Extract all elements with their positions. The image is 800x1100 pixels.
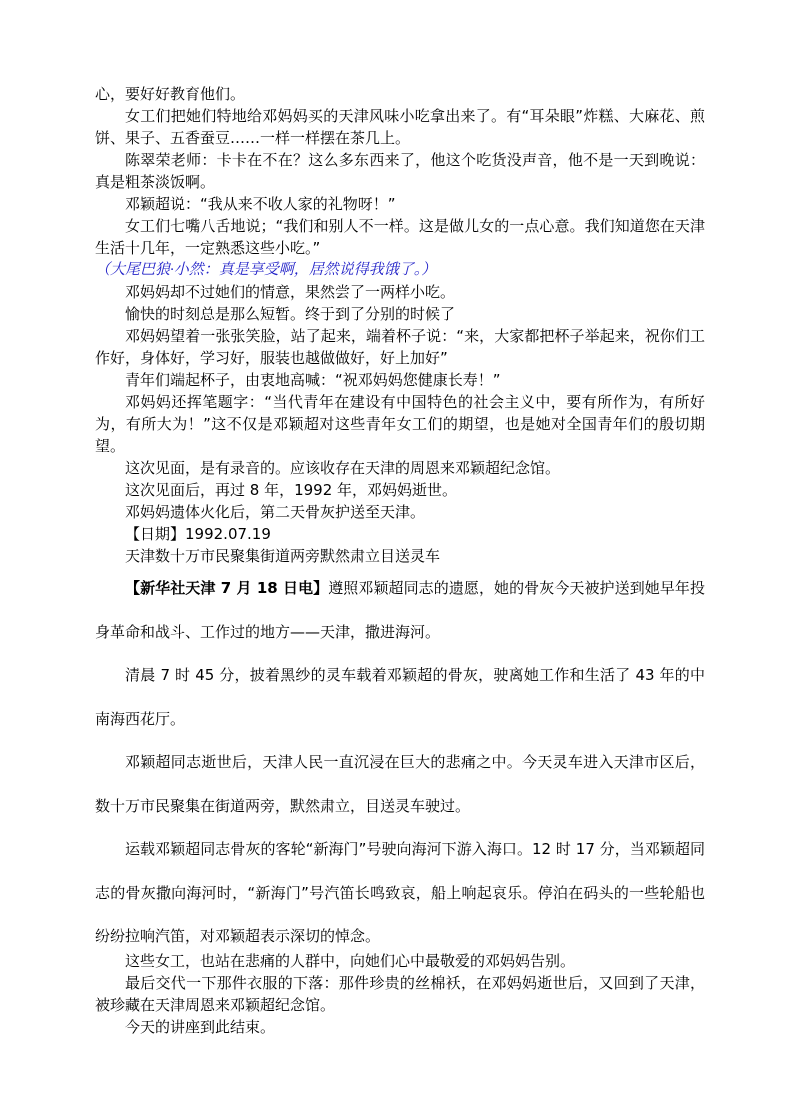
news-paragraph-3: 运载邓颖超同志骨灰的客轮“新海门”号驶向海河下游入海口。12 时 17 分，当邓颖超同志的骨灰撒向海河时，“新海门”号汽笛长鸣致哀，船上响起哀乐。停泊在码头的一些轮船也纷纷拉响汽笛，对邓颖超表示深切的悼念。 [95,840,705,945]
story-paragraph-2: 陈翠荣老师：卡卡在不在？这么多东西来了，他这个吃货没声音，他不是一天到晚说：真是粗茶淡饭啊。 [95,151,705,191]
section-news-dispatch [95,567,705,959]
story-paragraph-13: 邓妈妈遗体火化后，第二天骨灰护送至天津。 [125,503,426,521]
story-paragraph-6: 邓妈妈却不过她们的情意，果然尝了一两样小吃。 [125,283,456,301]
story-paragraph-3: 邓颖超说：“我从来不收人家的礼物呀！” [125,195,396,213]
closing-paragraph-1: 最后交代一下那件衣服的下落：那件珍贵的丝棉袄，在邓妈妈逝世后，又回到了天津，被珍藏在天津周恩来邓颖超纪念馆。 [95,973,705,1014]
story-paragraph-1: 女工们把她们特地给邓妈妈买的天津风味小吃拿出来了。有“耳朵眼”炸糕、大麻花、煎饼、果子、五香蚕豆……一样一样摆在茶几上。 [95,107,705,147]
story-paragraph-4: 女工们七嘴八舌地说；“我们和别人不一样。这是做儿女的一点心意。我们知道您在天津生活十几年，一定熟悉这些小吃。” [95,217,705,257]
story-paragraph-10: 邓妈妈还挥笔题字：“当代青年在建设有中国特色的社会主义中，要有所作为，有所好为，有所大为！”这不仅是邓颖超对这些青年女工们的期望，也是她对全国青年们的殷切期望。 [95,393,705,455]
story-paragraph-9: 青年们端起杯子，由衷地高喊：“祝邓妈妈您健康长寿！” [125,371,501,389]
news-paragraph-1: 清晨 7 时 45 分，披着黑纱的灵车载着邓颖超的骨灰，驶离她工作和生活了 43 年的中南海西花厅。 [95,666,705,728]
closing-paragraph-0: 这些女工，也站在悲痛的人群中，向她们心中最敬爱的邓妈妈告别。 [125,951,576,970]
story-paragraph-0: 心，要好好教育他们。 [95,85,246,103]
story-paragraph-8: 邓妈妈望着一张张笑脸，站了起来，端着杯子说：“来，大家都把杯子举起来，祝你们工作好，身体好，学习好，服装也越做做好，好上加好” [95,327,705,367]
section-closing-text [95,950,705,1038]
closing-paragraph-2: 今天的讲座到此结束。 [125,1017,276,1036]
news-dateline-lead: 【新华社天津 7 月 18 日电】 [125,579,329,597]
news-paragraph-0: 【新华社天津 7 月 18 日电】遵照邓颖超同志的遗愿，她的骨灰今天被护送到她早年投身革命和战斗、工作过的地方——天津，撒进海河。 [95,579,705,641]
story-paragraph-15: 天津数十万市民聚集街道两旁默然肃立目送灵车 [125,547,441,565]
story-paragraph-12: 这次见面后，再过 8 年，1992 年，邓妈妈逝世。 [125,481,458,499]
story-paragraph-5: （大尾巴狼·小然：真是享受啊，居然说得我饿了。） [95,262,437,278]
story-paragraph-14: 【日期】1992.07.19 [125,525,271,543]
news-paragraph-2: 邓颖超同志逝世后，天津人民一直沉浸在巨大的悲痛之中。今天灵车进入天津市区后，数十万市民聚集在街道两旁，默然肃立，目送灵车驶过。 [95,753,705,815]
story-paragraph-11: 这次见面，是有录音的。应该收存在天津的周恩来邓颖超纪念馆。 [125,459,561,477]
story-paragraph-7: 愉快的时刻总是那么短暂。终于到了分别的时候了 [125,305,456,323]
section-story-text [95,83,705,567]
